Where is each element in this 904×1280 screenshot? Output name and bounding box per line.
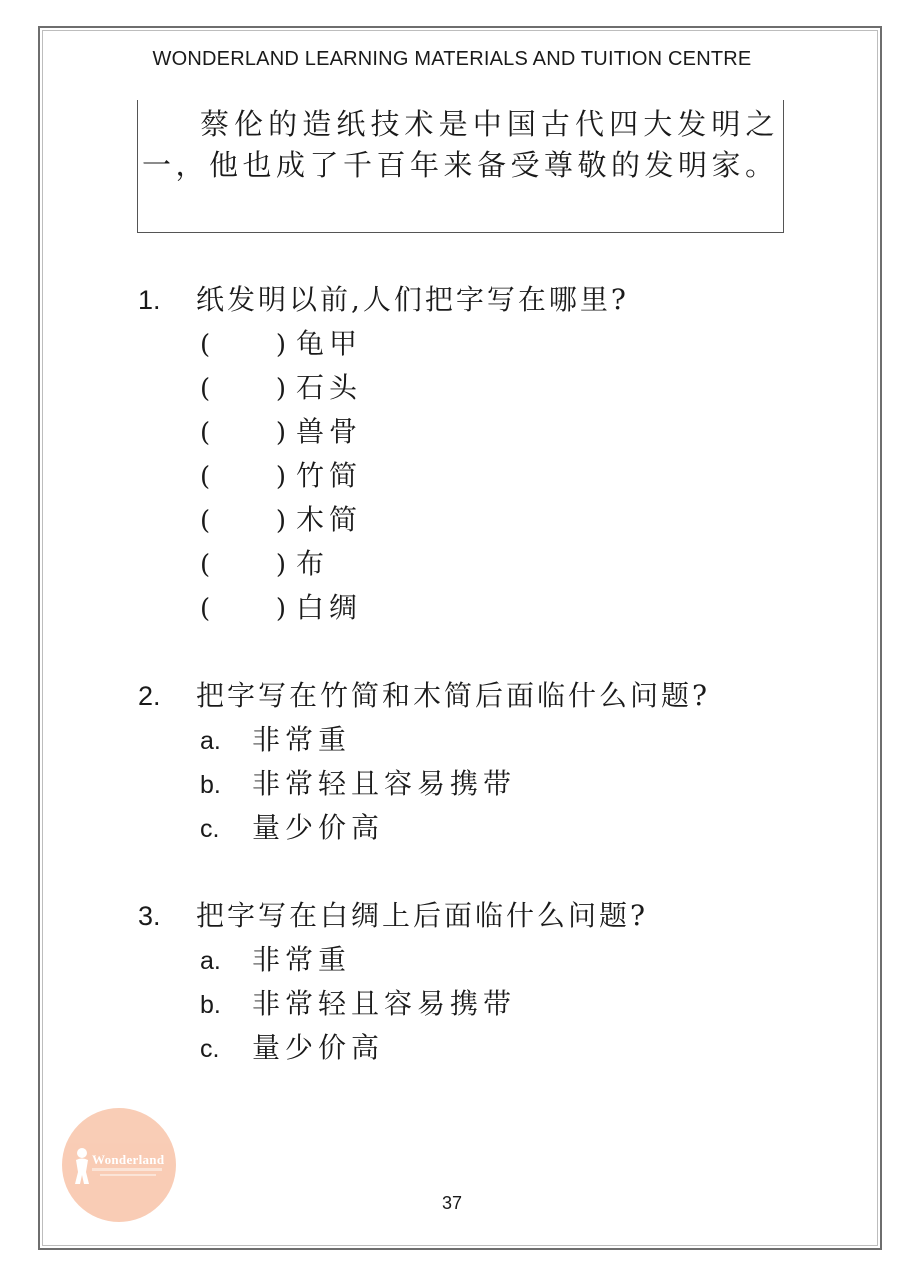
question-2-line: [138, 674, 710, 718]
question-text: 纸发明以前,人们把字写在哪里?: [196, 283, 629, 316]
option-text: 非常重: [252, 943, 352, 976]
option-checkbox-5[interactable]: [200, 498, 629, 542]
question-3-line: [138, 894, 648, 938]
logo-tagline-line: [92, 1168, 162, 1171]
option-text: 非常轻且容易携带: [252, 767, 517, 800]
question-3: [138, 894, 648, 1070]
option-text: 量少价高: [252, 1031, 385, 1064]
option-checkbox-1[interactable]: [200, 322, 629, 366]
question-text: 把字写在白绸上后面临什么问题?: [196, 899, 649, 932]
passage-box: [137, 100, 784, 233]
option-text: 非常轻且容易携带: [252, 987, 517, 1020]
option-letter: b.: [200, 991, 221, 1019]
option-text: 竹简: [296, 459, 363, 492]
option-letter: b.: [200, 771, 221, 799]
answer-blank[interactable]: ( ): [200, 462, 286, 492]
question-1-options: [200, 322, 629, 630]
answer-blank[interactable]: ( ): [200, 418, 286, 448]
centre-header: WONDERLAND LEARNING MATERIALS AND TUITION CENTRE: [152, 48, 752, 70]
option-letter: c.: [200, 815, 220, 843]
option-checkbox-7[interactable]: [200, 586, 629, 630]
option-text: 龟甲: [296, 327, 363, 360]
option-c[interactable]: [200, 806, 710, 850]
question-number: 1.: [138, 285, 161, 315]
option-text: 布: [296, 547, 330, 580]
option-b[interactable]: [200, 982, 648, 1026]
answer-blank[interactable]: ( ): [200, 506, 286, 536]
question-2: [138, 674, 710, 850]
answer-blank[interactable]: ( ): [200, 594, 286, 624]
question-1: [138, 278, 629, 630]
option-checkbox-6[interactable]: [200, 542, 629, 586]
option-text: 木简: [296, 503, 363, 536]
option-letter: c.: [200, 1035, 220, 1063]
question-number: 3.: [138, 901, 161, 931]
option-checkbox-3[interactable]: [200, 410, 629, 454]
page-number: 37: [441, 1193, 463, 1213]
option-c[interactable]: [200, 1026, 648, 1070]
option-a[interactable]: [200, 938, 648, 982]
question-number: 2.: [138, 681, 161, 711]
option-text: 石头: [296, 371, 363, 404]
option-text: 兽骨: [296, 415, 363, 448]
logo-wordmark: Wonderland: [92, 1152, 165, 1167]
option-letter: a.: [200, 727, 221, 755]
child-figure-icon: [72, 1146, 92, 1186]
answer-blank[interactable]: ( ): [200, 550, 286, 580]
question-3-options: [200, 938, 648, 1070]
question-2-options: [200, 718, 710, 850]
option-letter: a.: [200, 947, 221, 975]
logo-tagline-line: [100, 1174, 156, 1176]
option-a[interactable]: [200, 718, 710, 762]
answer-blank[interactable]: ( ): [200, 330, 286, 360]
option-text: 非常重: [252, 723, 352, 756]
option-checkbox-4[interactable]: [200, 454, 629, 498]
passage-text: 蔡伦的造纸技术是中国古代四大发明之一，他也成了千百年来备受尊敬的发明家。: [142, 107, 779, 182]
option-text: 白绸: [296, 591, 363, 624]
option-text: 量少价高: [252, 811, 385, 844]
option-b[interactable]: [200, 762, 710, 806]
option-checkbox-2[interactable]: [200, 366, 629, 410]
answer-blank[interactable]: ( ): [200, 374, 286, 404]
question-1-line: [138, 278, 629, 322]
question-text: 把字写在竹简和木简后面临什么问题?: [196, 679, 711, 712]
